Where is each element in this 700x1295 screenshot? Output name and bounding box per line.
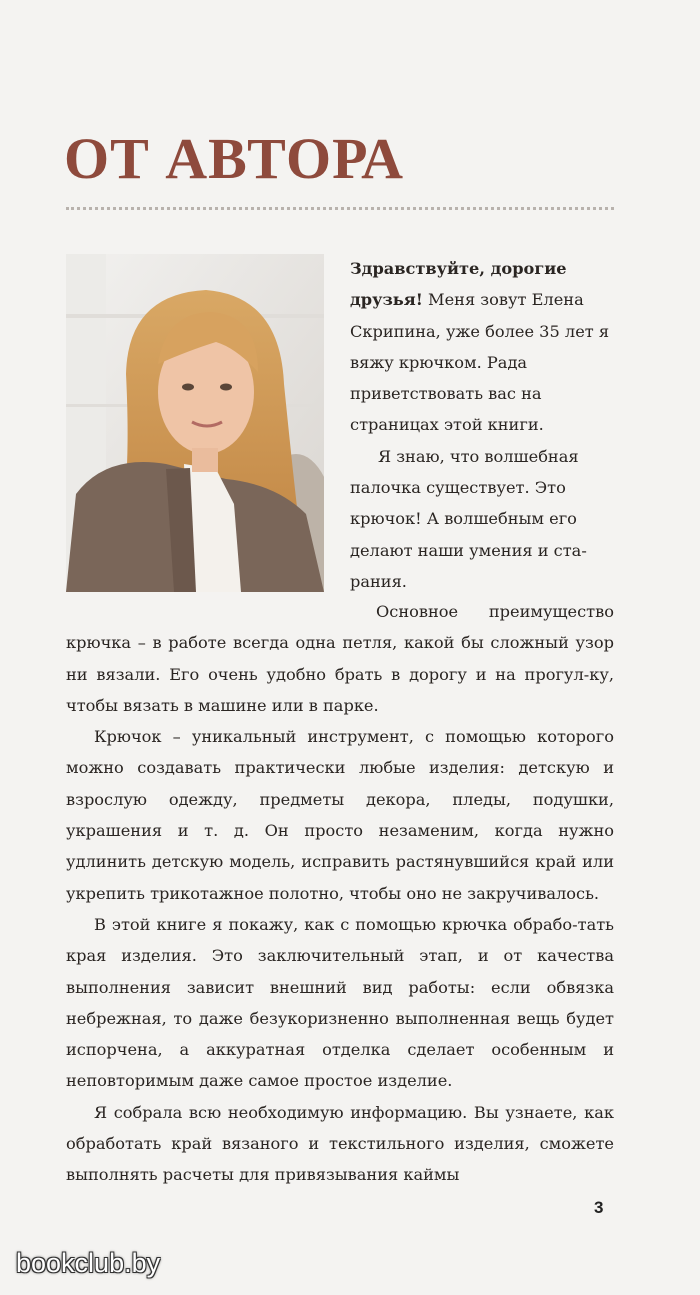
body-paragraph-3: В этой книге я покажу, как с помощью крючка обрабо-тать края изделия. Это заключительный этап, и от качества выполнения зависит внешний вид работы: если обвязка небрежная, то даже безукоризненно выполненная вещь будет испорчена, а аккуратная отделка сделает особенным и неповторимым даже самое простое изделие.	[66, 914, 614, 1091]
greeting: Здравствуйте, дорогие друзья!	[350, 259, 567, 310]
author-portrait-icon	[66, 254, 324, 592]
page-number: 3	[594, 1198, 604, 1217]
watermark: bookclub.by	[16, 1248, 161, 1278]
intro-text	[350, 253, 620, 597]
intro-paragraph-1: Меня зовут Елена Скрипина, уже более 35 лет я вяжу крючком. Рада приветствовать вас на страницах этой книги.	[350, 290, 610, 435]
body-paragraph-2: Крючок – уникальный инструмент, с помощью которого можно создавать практически любые изделия: детскую и взрослую одежду, предметы декора, пледы, подушки, украшения и т. д. Он просто незаменим, когда нужно удлинить детскую модель, исправить растянувшийся край или укрепить трикотажное полотно, чтобы оно не закручивалось.	[66, 727, 614, 903]
body-paragraph-4: Я собрала всю необходимую информацию. Вы узнаете, как обработать край вязаного и текстильного изделия, сможете выполнять расчеты для привязывания каймы	[66, 1102, 614, 1185]
page-title: ОТ АВТОРА	[64, 126, 405, 191]
dotted-divider	[66, 207, 614, 210]
body-paragraph-1: Основное преимущество крючка – в работе всегда одна петля, какой бы сложный узор ни вязали. Его очень удобно брать в дорогу и на прогул-ку, чтобы вязать в машине или в парке.	[66, 602, 614, 715]
body-text	[66, 596, 614, 1191]
intro-paragraph-2: Я знаю, что волшебная палочка существует. Это крючок! А волшебным его делают наши умения и ста-рания.	[350, 446, 587, 591]
author-photo	[66, 254, 324, 592]
